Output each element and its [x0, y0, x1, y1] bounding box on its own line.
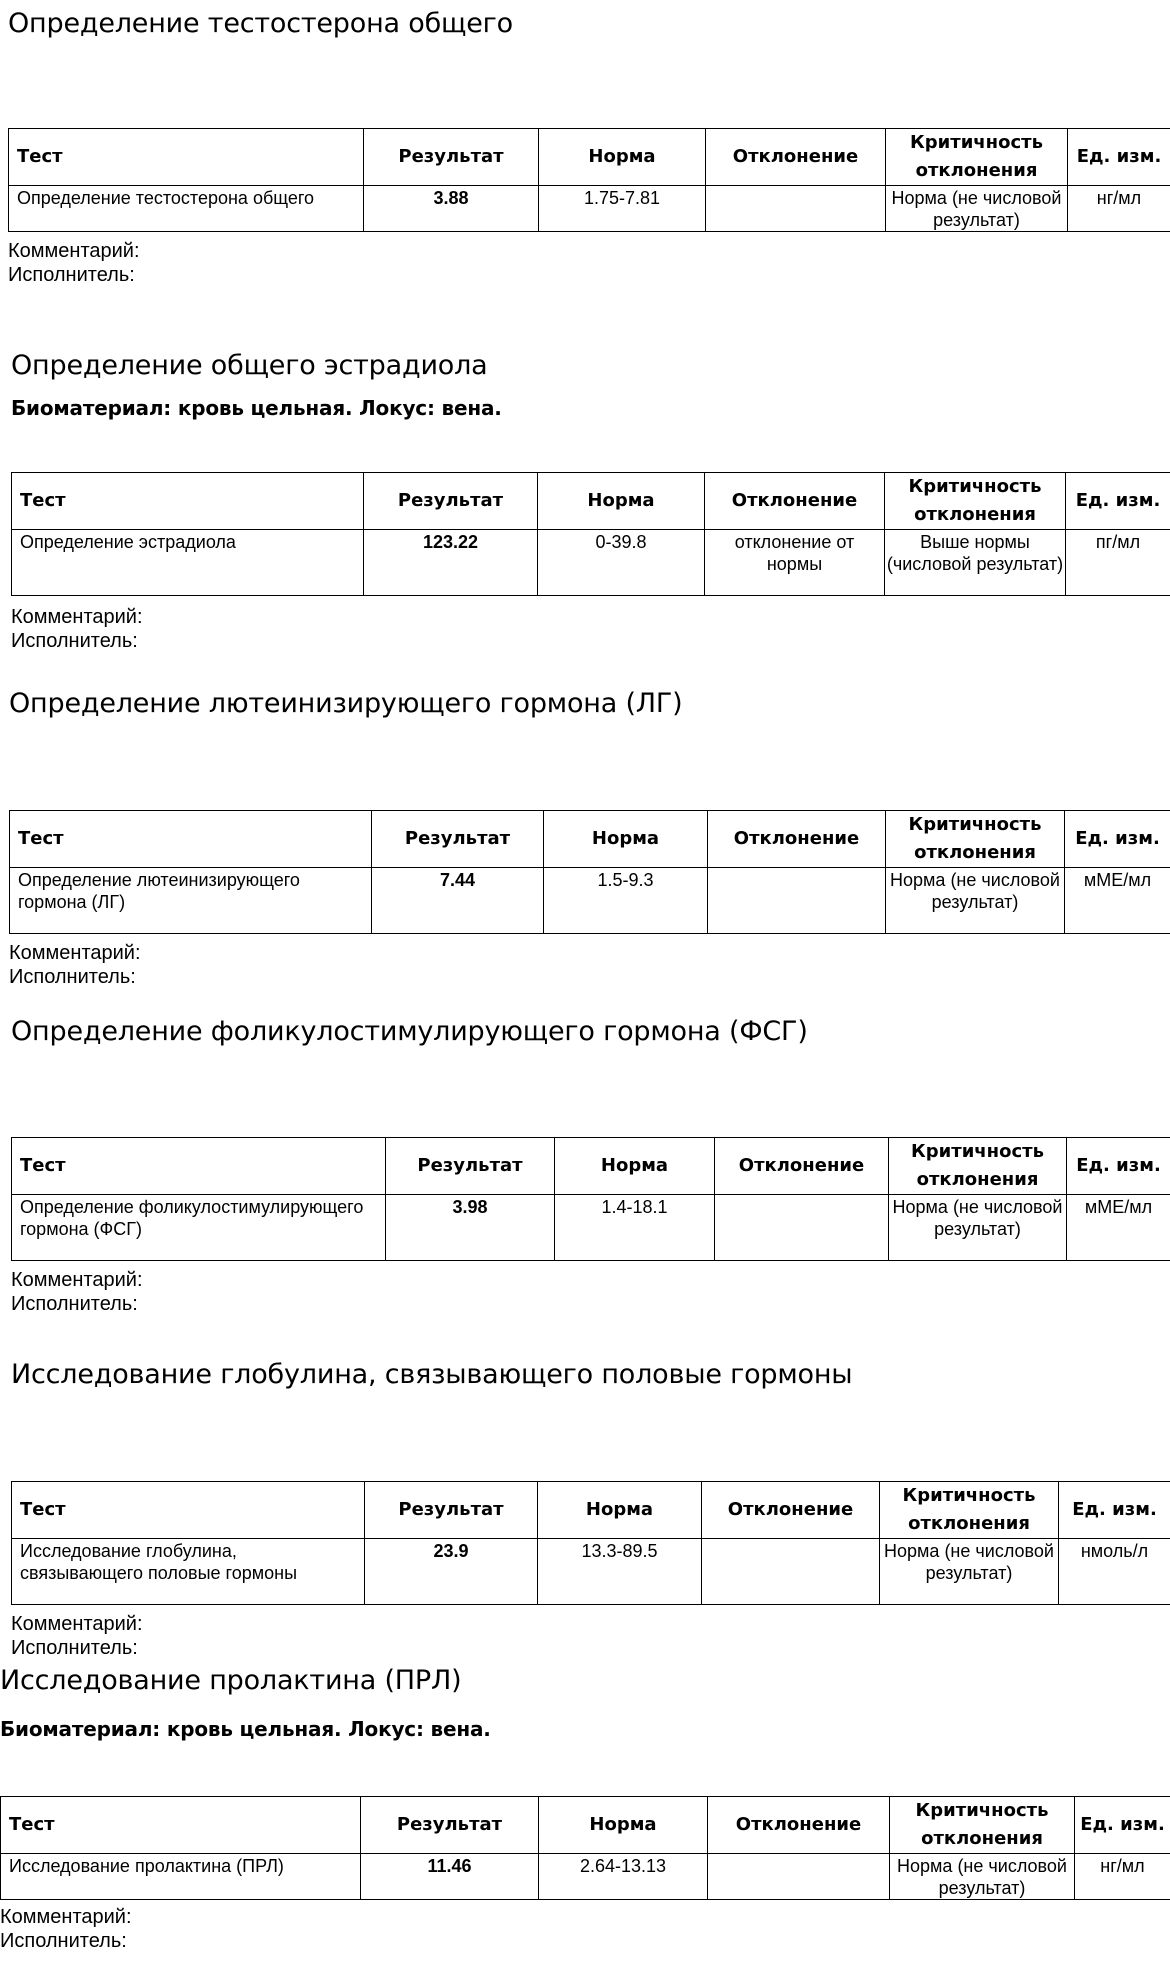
cell-result: 3.98 [386, 1195, 555, 1261]
cell-result: 11.46 [361, 1854, 539, 1900]
cell-test: Определение эстрадиола [12, 530, 364, 596]
cell-deviation [706, 186, 886, 232]
cell-unit: нг/мл [1075, 1854, 1170, 1900]
comment-label: Комментарий: [11, 606, 143, 628]
header-deviation: Отклонение [715, 1138, 889, 1195]
cell-criticality: Норма (не числовой результат) [886, 186, 1068, 232]
table-row [10, 868, 1170, 934]
header-unit: Ед. изм. [1075, 1797, 1170, 1854]
cell-unit: пг/мл [1066, 530, 1170, 596]
results-table [11, 1137, 1170, 1261]
comment-label: Комментарий: [8, 240, 140, 262]
header-norm: Норма [539, 1797, 708, 1854]
results-table [11, 1481, 1170, 1605]
executor-label: Исполнитель: [11, 1293, 138, 1315]
cell-test: Исследование пролактина (ПРЛ) [1, 1854, 361, 1900]
cell-result: 123.22 [364, 530, 538, 596]
header-deviation: Отклонение [708, 811, 886, 868]
table-row [9, 186, 1170, 232]
cell-deviation: отклонение от нормы [705, 530, 885, 596]
header-criticality: Критичность отклонения [886, 129, 1068, 186]
header-unit: Ед. изм. [1066, 473, 1170, 530]
results-table [0, 1796, 1170, 1900]
header-criticality: Критичность отклонения [889, 1138, 1067, 1195]
table-row [1, 1854, 1170, 1900]
header-test: Тест [12, 1482, 365, 1539]
cell-result: 23.9 [365, 1539, 538, 1605]
header-norm: Норма [538, 473, 705, 530]
table-row [12, 530, 1170, 596]
comment-label: Комментарий: [11, 1613, 143, 1635]
comment-label: Комментарий: [9, 942, 141, 964]
results-table [11, 472, 1170, 596]
comment-label: Комментарий: [11, 1269, 143, 1291]
header-unit: Ед. изм. [1059, 1482, 1170, 1539]
table-header-row [12, 473, 1170, 530]
header-unit: Ед. изм. [1068, 129, 1170, 186]
executor-label: Исполнитель: [0, 1930, 127, 1952]
table-row [12, 1195, 1170, 1261]
cell-unit: нг/мл [1068, 186, 1170, 232]
cell-criticality: Норма (не числовой результат) [886, 868, 1065, 934]
cell-test: Исследование глобулина, связывающего половые гормоны [12, 1539, 365, 1605]
header-criticality: Критичность отклонения [885, 473, 1066, 530]
header-test: Тест [1, 1797, 361, 1854]
section-title: Определение тестостерона общего [8, 8, 513, 39]
cell-deviation [715, 1195, 889, 1261]
table-header-row [9, 129, 1170, 186]
header-deviation: Отклонение [708, 1797, 890, 1854]
cell-deviation [708, 1854, 890, 1900]
header-criticality: Критичность отклонения [886, 811, 1065, 868]
cell-result: 7.44 [372, 868, 544, 934]
section-title: Определение фоликулостимулирующего гормона (ФСГ) [11, 1016, 808, 1047]
header-test: Тест [9, 129, 364, 186]
header-deviation: Отклонение [706, 129, 886, 186]
cell-criticality: Норма (не числовой результат) [890, 1854, 1075, 1900]
cell-unit: мМЕ/мл [1067, 1195, 1170, 1261]
header-norm: Норма [555, 1138, 715, 1195]
header-deviation: Отклонение [705, 473, 885, 530]
cell-test: Определение лютеинизирующего гормона (ЛГ) [10, 868, 372, 934]
biomaterial-note: Биоматериал: кровь цельная. Локус: вена. [0, 1717, 491, 1741]
executor-label: Исполнитель: [8, 264, 135, 286]
executor-label: Исполнитель: [9, 966, 136, 988]
section-title: Определение лютеинизирующего гормона (ЛГ) [9, 688, 683, 719]
cell-criticality: Норма (не числовой результат) [880, 1539, 1059, 1605]
header-result: Результат [386, 1138, 555, 1195]
header-result: Результат [365, 1482, 538, 1539]
cell-norm: 1.5-9.3 [544, 868, 708, 934]
cell-norm: 1.4-18.1 [555, 1195, 715, 1261]
header-result: Результат [372, 811, 544, 868]
header-unit: Ед. изм. [1065, 811, 1170, 868]
results-table [9, 810, 1170, 934]
cell-test: Определение фоликулостимулирующего гормона (ФСГ) [12, 1195, 386, 1261]
section-title: Определение общего эстрадиола [11, 350, 488, 381]
header-test: Тест [12, 473, 364, 530]
executor-label: Исполнитель: [11, 1637, 138, 1659]
cell-unit: мМЕ/мл [1065, 868, 1170, 934]
header-norm: Норма [538, 1482, 702, 1539]
header-test: Тест [12, 1138, 386, 1195]
table-header-row [12, 1138, 1170, 1195]
header-norm: Норма [544, 811, 708, 868]
section-title: Исследование пролактина (ПРЛ) [0, 1665, 462, 1696]
header-criticality: Критичность отклонения [890, 1797, 1075, 1854]
cell-unit: нмоль/л [1059, 1539, 1170, 1605]
section-title: Исследование глобулина, связывающего половые гормоны [11, 1359, 853, 1390]
biomaterial-note: Биоматериал: кровь цельная. Локус: вена. [11, 396, 502, 420]
cell-norm: 13.3-89.5 [538, 1539, 702, 1605]
header-criticality: Критичность отклонения [880, 1482, 1059, 1539]
table-header-row [12, 1482, 1170, 1539]
header-norm: Норма [539, 129, 706, 186]
results-table [8, 128, 1170, 232]
comment-label: Комментарий: [0, 1906, 132, 1928]
cell-result: 3.88 [364, 186, 539, 232]
cell-deviation [708, 868, 886, 934]
header-result: Результат [364, 129, 539, 186]
table-row [12, 1539, 1170, 1605]
executor-label: Исполнитель: [11, 630, 138, 652]
header-result: Результат [361, 1797, 539, 1854]
cell-norm: 0-39.8 [538, 530, 705, 596]
table-header-row [1, 1797, 1170, 1854]
table-header-row [10, 811, 1170, 868]
header-result: Результат [364, 473, 538, 530]
cell-norm: 2.64-13.13 [539, 1854, 708, 1900]
header-test: Тест [10, 811, 372, 868]
cell-criticality: Выше нормы (числовой результат) [885, 530, 1066, 596]
header-deviation: Отклонение [702, 1482, 880, 1539]
cell-test: Определение тестостерона общего [9, 186, 364, 232]
cell-deviation [702, 1539, 880, 1605]
cell-norm: 1.75-7.81 [539, 186, 706, 232]
header-unit: Ед. изм. [1067, 1138, 1170, 1195]
cell-criticality: Норма (не числовой результат) [889, 1195, 1067, 1261]
